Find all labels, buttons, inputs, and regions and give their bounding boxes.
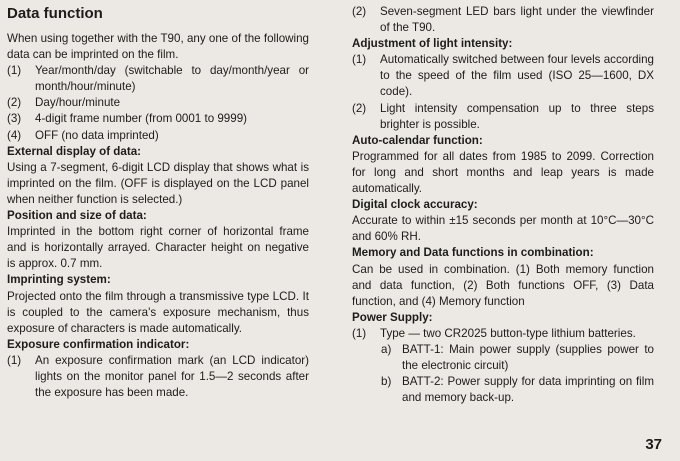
item-text: Automatically switched between four levels according to the speed of the film used (ISO 25—1600, DX code).	[380, 53, 654, 99]
section-heading: Position and size of data:	[7, 209, 147, 223]
section-heading: Power Supply:	[352, 310, 433, 324]
item-number: a)	[381, 342, 392, 356]
item-number: (4)	[7, 128, 22, 142]
item-number: (3)	[7, 112, 22, 126]
section-text: Imprinted in the bottom right corner of horizontal frame and is horizontally arrayed. Character height on negative is approx. 0.7 mm.	[7, 225, 309, 271]
right-column	[352, 4, 654, 406]
left-column	[7, 4, 309, 401]
item-number: (1)	[352, 326, 367, 340]
list-item	[352, 52, 654, 100]
item-number: (1)	[352, 53, 367, 67]
data-items-list	[7, 63, 309, 143]
list-item	[7, 353, 309, 401]
item-text: OFF (no data imprinted)	[35, 128, 159, 142]
page-number: 37	[645, 436, 662, 453]
section-heading: Memory and Data functions in combination:	[352, 246, 594, 260]
section-heading: External display of data:	[7, 144, 142, 158]
section-heading: Digital clock accuracy:	[352, 198, 478, 212]
item-number: (2)	[7, 96, 22, 110]
section-heading: Imprinting system:	[7, 273, 111, 287]
item-text: Year/month/day (switchable to day/month/year or month/hour/minute)	[35, 64, 309, 94]
page-title: Data function	[7, 5, 103, 22]
list-item	[7, 95, 309, 111]
list-item	[7, 63, 309, 95]
item-text: Seven-segment LED bars light under the viewfinder of the T90.	[380, 5, 654, 35]
item-number: (1)	[7, 353, 22, 367]
section-heading: Exposure confirmation indicator:	[7, 337, 190, 351]
list-item	[7, 111, 309, 127]
item-number: (2)	[352, 5, 367, 18]
item-number: b)	[381, 375, 392, 389]
item-number: (2)	[352, 101, 367, 115]
list-item	[352, 101, 654, 133]
sub-list-item	[352, 342, 654, 374]
section-text: Can be used in combination. (1) Both memory function and data function, (2) Both functions OFF, (3) Data function, and (4) Memory function	[352, 262, 654, 308]
section-text: Projected onto the film through a transmissive type LCD. It is coupled to the camera's exposure mechanism, thus exposure of characters is made automatically.	[7, 289, 309, 335]
list-item	[7, 128, 309, 144]
item-text: Light intensity compensation up to three steps brighter is possible.	[380, 101, 654, 131]
section-heading: Auto-calendar function:	[352, 133, 483, 147]
sub-list-item	[352, 374, 654, 406]
item-text: 4-digit frame number (from 0001 to 9999)	[35, 112, 248, 126]
section-text: Programmed for all dates from 1985 to 2099. Correction for long and short months and leap years is made automatically.	[352, 149, 654, 196]
item-text: Day/hour/minute	[35, 96, 121, 110]
list-item	[352, 4, 654, 36]
item-text: BATT-2: Power supply for data imprinting on film and memory back-up.	[402, 375, 654, 405]
section-text: Using a 7-segment, 6-digit LCD display that shows what is imprinted on the film. (OFF is displayed on the LCD panel when neither function is selected.)	[7, 160, 309, 206]
item-number: (1)	[7, 64, 22, 78]
intro-text: When using together with the T90, any one of the following data can be imprinted on the film.	[7, 32, 309, 62]
list-item	[352, 326, 654, 342]
section-heading: Adjustment of light intensity:	[352, 37, 513, 51]
item-text: Type — two CR2025 button-type lithium batteries.	[380, 326, 636, 340]
item-text: BATT-1: Main power supply (supplies power to the electronic circuit)	[402, 342, 654, 373]
section-text: Accurate to within ±15 seconds per month at 10°C—30°C and 60% RH.	[352, 214, 654, 244]
item-text: An exposure confirmation mark (an LCD indicator) lights on the monitor panel for 1.5—2 seconds after the exposure has been made.	[35, 353, 309, 400]
